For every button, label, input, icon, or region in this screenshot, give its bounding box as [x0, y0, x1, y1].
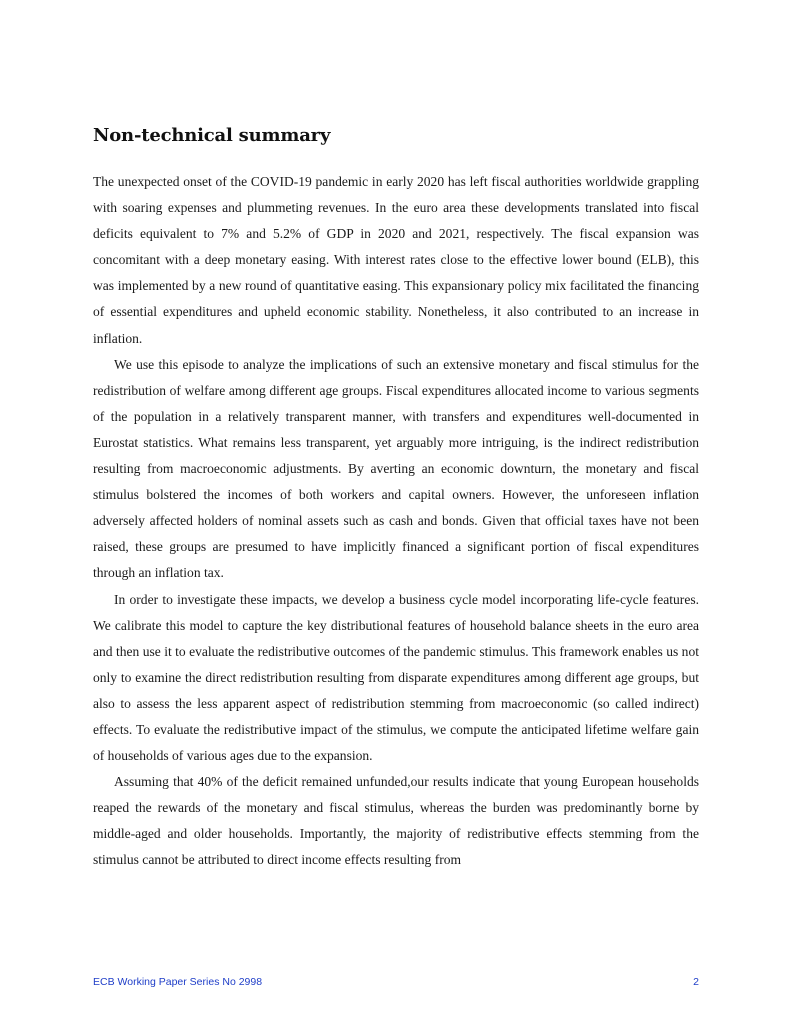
- page-footer: [93, 976, 699, 992]
- body-text: [93, 169, 699, 874]
- section-title: Non-technical summary: [93, 125, 331, 146]
- paragraph-4: Assuming that 40% of the deficit remained unfunded,our results indicate that young European households reaped the rewards of the monetary and fiscal stimulus, whereas the burden was predominantly borne by middle-aged and older households. Importantly, the majority of redistributive effects stemming from the stimulus cannot be attributed to direct income effects resulting from: [93, 774, 699, 868]
- footer-series-link[interactable]: ECB Working Paper Series No 2998: [93, 976, 263, 988]
- paragraph-3: In order to investigate these impacts, we develop a business cycle model incorporating life-cycle features. We calibrate this model to capture the key distributional features of household balance sheets in the euro area and then use it to evaluate the redistributive outcomes of the pandemic stimulus. This framework enables us not only to examine the direct redistribution resulting from disparate expenditures among different age groups, but also to assess the less apparent aspect of redistribution stemming from macroeconomic (so called indirect) effects. To evaluate the redistributive impact of the stimulus, we compute the anticipated lifetime welfare gain of households of various ages due to the expansion.: [93, 591, 699, 764]
- paragraph-1: The unexpected onset of the COVID-19 pandemic in early 2020 has left fiscal authorities worldwide grappling with soaring expenses and plummeting revenues. In the euro area these developments translated into fiscal deficits equivalent to 7% and 5.2% of GDP in 2020 and 2021, respectively. The fiscal expansion was concomitant with a deep monetary easing. With interest rates close to the effective lower bound (ELB), this was implemented by a new round of quantitative easing. This expansionary policy mix facilitated the financing of essential expenditures and upheld economic stability. Nonetheless, it also contributed to an increase in inflation.: [93, 174, 699, 346]
- footer-page-number: 2: [693, 976, 699, 988]
- page: [93, 0, 699, 1024]
- paragraph-2: We use this episode to analyze the implications of such an extensive monetary and fiscal stimulus for the redistribution of welfare among different age groups. Fiscal expenditures allocated income to various segments of the population in a relatively transparent manner, with transfers and expenditures well-documented in Eurostat statistics. What remains less transparent, yet arguably more intriguing, is the indirect redistribution resulting from macroeconomic adjustments. By averting an economic downturn, the monetary and fiscal stimulus bolstered the incomes of both workers and capital owners. However, the unforeseen inflation adversely affected holders of nominal assets such as cash and bonds. Given that official taxes have not been raised, these groups are presumed to have implicitly financed a significant portion of fiscal expenditures through an inflation tax.: [93, 356, 699, 581]
